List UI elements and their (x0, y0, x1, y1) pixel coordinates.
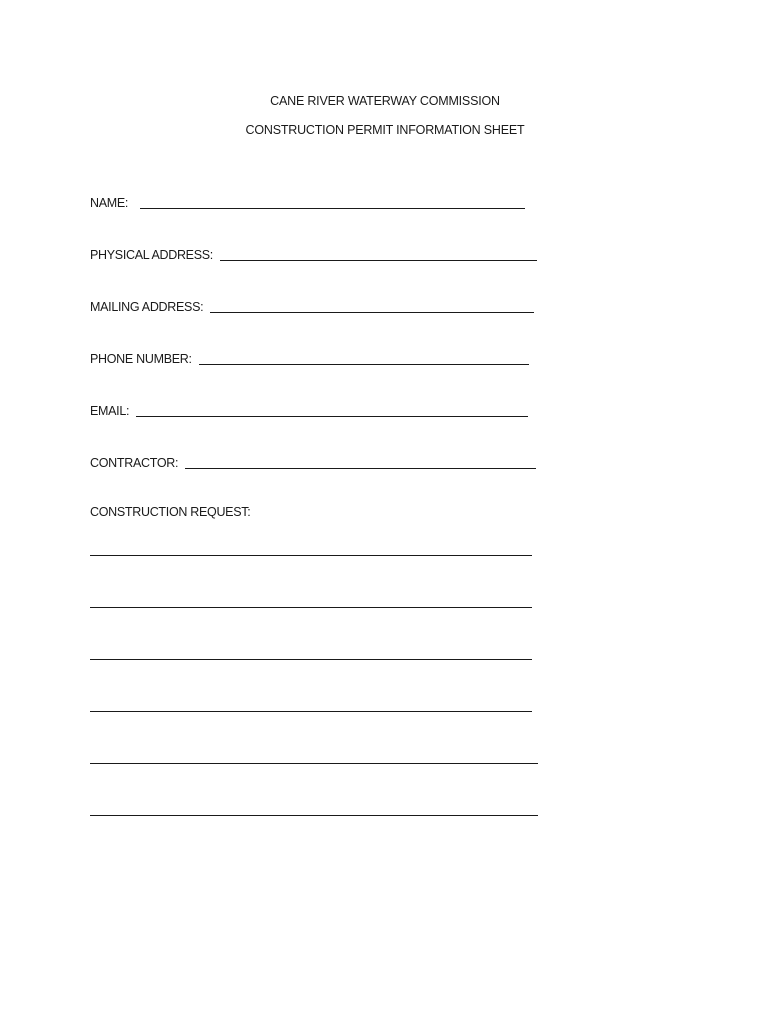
sheet-title: CONSTRUCTION PERMIT INFORMATION SHEET (245, 123, 525, 137)
email-label: EMAIL: (90, 404, 130, 418)
phone-number-row (90, 348, 529, 366)
physical-address-label: PHYSICAL ADDRESS: (90, 248, 213, 262)
physical-address-field[interactable] (220, 260, 537, 261)
mailing-address-field[interactable] (210, 312, 534, 313)
construction-request-line-4[interactable] (90, 711, 532, 712)
contractor-row (90, 452, 536, 470)
mailing-address-row (90, 296, 534, 314)
construction-request-line-6[interactable] (90, 815, 538, 816)
construction-request-label: CONSTRUCTION REQUEST: (90, 505, 251, 519)
name-row (90, 192, 525, 210)
email-field[interactable] (136, 416, 528, 417)
contractor-label: CONTRACTOR: (90, 456, 179, 470)
construction-request-line-1[interactable] (90, 555, 532, 556)
phone-number-label: PHONE NUMBER: (90, 352, 192, 366)
name-field[interactable] (140, 208, 525, 209)
construction-request-line-5[interactable] (90, 763, 538, 764)
construction-request-line-3[interactable] (90, 659, 532, 660)
commission-title: CANE RIVER WATERWAY COMMISSION (270, 94, 500, 108)
mailing-address-label: MAILING ADDRESS: (90, 300, 204, 314)
contractor-field[interactable] (185, 468, 536, 469)
name-label: NAME: (90, 196, 129, 210)
email-row (90, 400, 528, 418)
phone-number-field[interactable] (199, 364, 529, 365)
construction-request-line-2[interactable] (90, 607, 532, 608)
physical-address-row (90, 244, 537, 262)
